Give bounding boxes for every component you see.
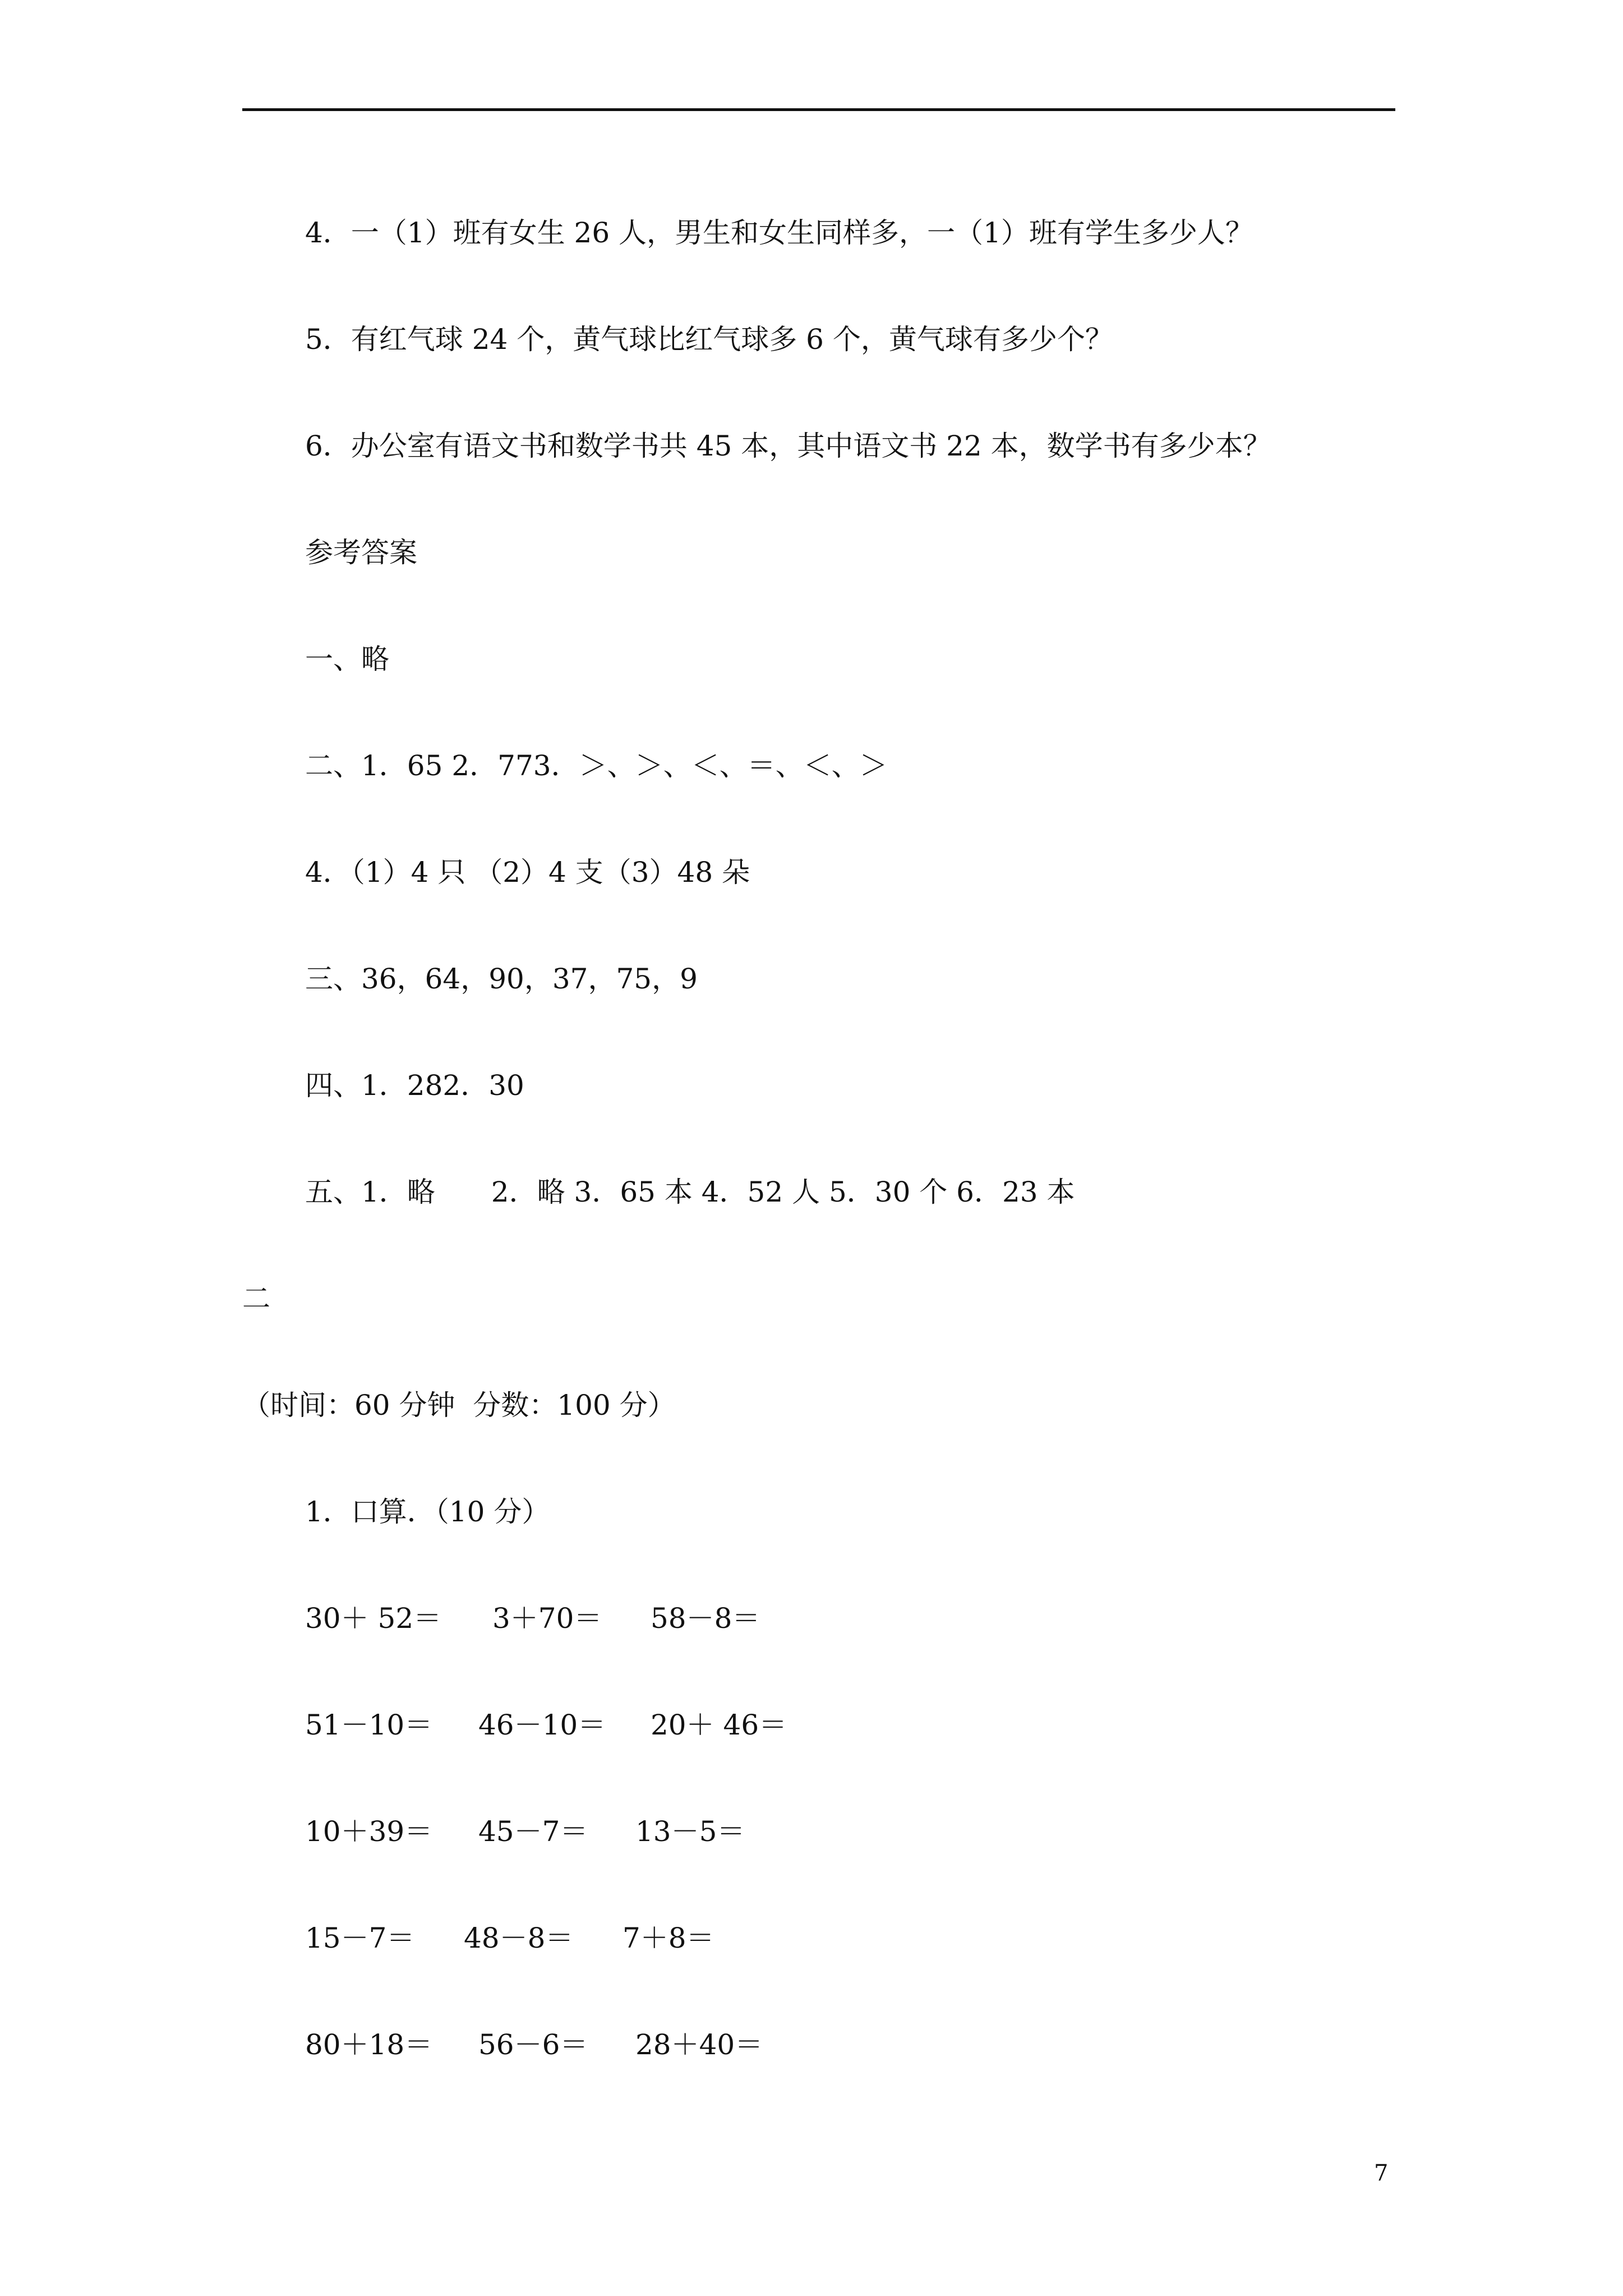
calc-item: 30＋ 52＝ (305, 1602, 442, 1635)
answer-line-1: 一、略 (305, 643, 389, 675)
calc-item: 7＋8＝ (623, 1922, 714, 1954)
answer-line-4: 三、36，64，90，37，75，9 (305, 963, 698, 995)
header-rule (242, 108, 1395, 111)
calc-item: 20＋ 46＝ (651, 1709, 787, 1741)
calc-item: 28＋40＝ (635, 2028, 763, 2061)
calc-item: 10＋39＝ (305, 1815, 433, 1848)
answer-line-3: 4．（1）4 只 （2）4 支（3）48 朵 (305, 856, 750, 889)
section-heading: 二 (242, 1282, 270, 1315)
calc-item: 56－6＝ (478, 2028, 588, 2061)
time-score: （时间：60 分钟 分数：100 分） (242, 1389, 676, 1421)
question-6: 6．办公室有语文书和数学书共 45 本，其中语文书 22 本，数学书有多少本？ (305, 430, 1271, 462)
answer-line-5: 四、1．282．30 (305, 1069, 524, 1102)
page-number: 7 (1374, 2160, 1389, 2186)
calc-item: 51－10＝ (305, 1709, 433, 1741)
answer-line-2: 二、1．65 2．773．＞、＞、＜、＝、＜、＞ (305, 749, 888, 782)
calc-item: 15－7＝ (305, 1922, 415, 1954)
calc-item: 13－5＝ (635, 1815, 745, 1848)
calc-item: 45－7＝ (478, 1815, 588, 1848)
calc-item: 58－8＝ (651, 1602, 760, 1635)
calc-item: 3＋70＝ (492, 1602, 602, 1635)
question-4: 4．一（1）班有女生 26 人，男生和女生同样多，一（1）班有学生多少人？ (305, 217, 1253, 249)
question-1-title: 1．口算．（10 分） (305, 1496, 550, 1528)
answers-title: 参考答案 (305, 536, 417, 569)
calc-item: 46－10＝ (478, 1709, 606, 1741)
calc-item: 80＋18＝ (305, 2028, 433, 2061)
answer-line-6: 五、1．略 2．略 3．65 本 4．52 人 5．30 个 6．23 本 (305, 1176, 1075, 1208)
calc-item: 48－8＝ (464, 1922, 574, 1954)
question-5: 5．有红气球 24 个，黄气球比红气球多 6 个，黄气球有多少个？ (305, 323, 1113, 356)
